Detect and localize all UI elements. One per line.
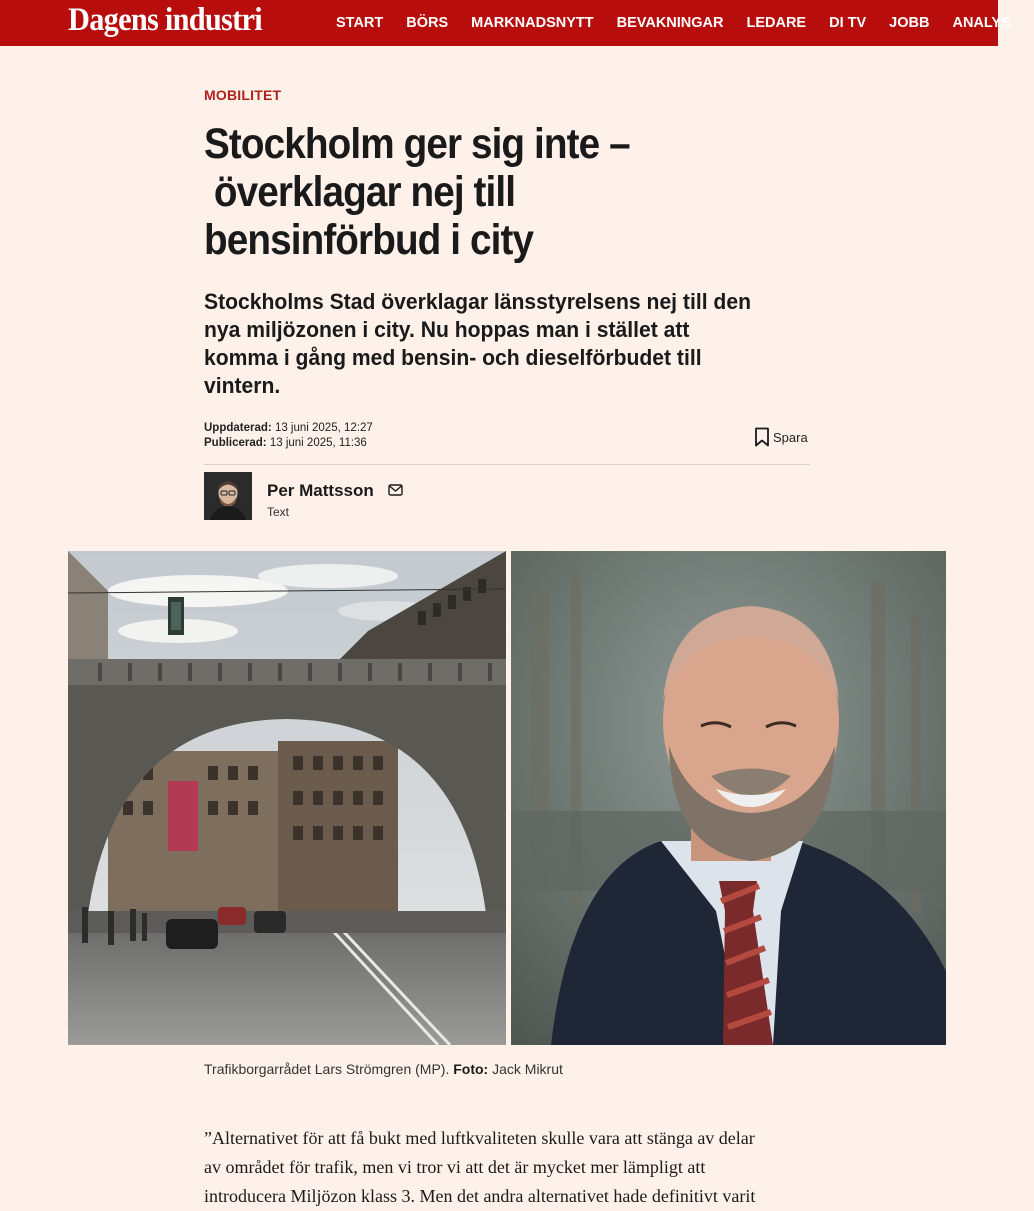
article-lead	[204, 288, 799, 400]
published-value: 13 juni 2025, 11:36	[269, 437, 367, 449]
lead-line: nya miljözonen i city. Nu hoppas man i stället att	[204, 317, 690, 342]
nav-item-ledare[interactable]: LEDARE	[746, 15, 807, 31]
published-label: Publicerad:	[204, 437, 267, 449]
updated-date	[204, 421, 373, 436]
headline-line: Stockholm ger sig inte –	[204, 120, 630, 168]
save-button[interactable]	[754, 427, 808, 447]
nav-item-analys[interactable]: ANALYS	[952, 15, 1011, 31]
author-role: Text	[267, 505, 290, 519]
lead-line: vintern.	[204, 373, 281, 398]
nav-item-marknadsnytt[interactable]: MARKNADSNYTT	[471, 15, 594, 31]
updated-value: 13 juni 2025, 12:27	[274, 422, 373, 434]
article-dates	[204, 421, 373, 451]
article-category[interactable]: MOBILITET	[204, 87, 282, 103]
main-nav	[336, 0, 1034, 46]
author-name[interactable]: Per Mattsson	[267, 481, 374, 500]
published-date	[204, 436, 373, 451]
caption-photographer: Jack Mikrut	[492, 1061, 563, 1077]
top-navigation-bar	[0, 0, 1011, 46]
caption-text: Trafikborgarrådet Lars Strömgren (MP).	[204, 1061, 450, 1077]
meta-divider	[204, 464, 810, 465]
mail-icon[interactable]	[388, 484, 403, 496]
article-body	[204, 1124, 824, 1211]
lead-line: Stockholms Stad överklagar länsstyrelsens nej till den	[204, 289, 751, 314]
headline-line: överklagar nej till	[204, 168, 516, 216]
bookmark-icon	[754, 427, 770, 447]
nav-item-bevakningar[interactable]: BEVAKNINGAR	[616, 15, 724, 31]
nav-item-di-tv[interactable]: DI TV	[829, 15, 867, 31]
article-headline	[204, 120, 708, 264]
headline-line: bensinförbud i city	[204, 216, 534, 264]
politician-portrait-photo	[511, 551, 946, 1045]
lead-line: komma i gång med bensin- och dieselförbudet till	[204, 345, 702, 370]
body-line: introducera Miljözon klass 3. Men det andra alternativet hade definitivt varit	[204, 1186, 756, 1206]
updated-label: Uppdaterad:	[204, 422, 272, 434]
street-arch-photo	[68, 551, 506, 1045]
nav-item-jobb[interactable]: JOBB	[889, 15, 930, 31]
body-line: ”Alternativet för att få bukt med luftkvaliteten skulle vara att stänga av delar	[204, 1128, 755, 1148]
site-logo[interactable]: Dagens industri	[68, 2, 262, 38]
body-line: av området för trafik, men vi tror vi att det är mycket mer lämpligt att	[204, 1157, 706, 1177]
nav-item-start[interactable]: START	[336, 15, 384, 31]
photo-caption	[204, 1061, 563, 1077]
caption-photo-label: Foto:	[453, 1061, 489, 1077]
author-avatar[interactable]	[204, 472, 252, 520]
save-label: Spara	[773, 429, 808, 445]
nav-item-bors[interactable]: BÖRS	[406, 15, 449, 31]
